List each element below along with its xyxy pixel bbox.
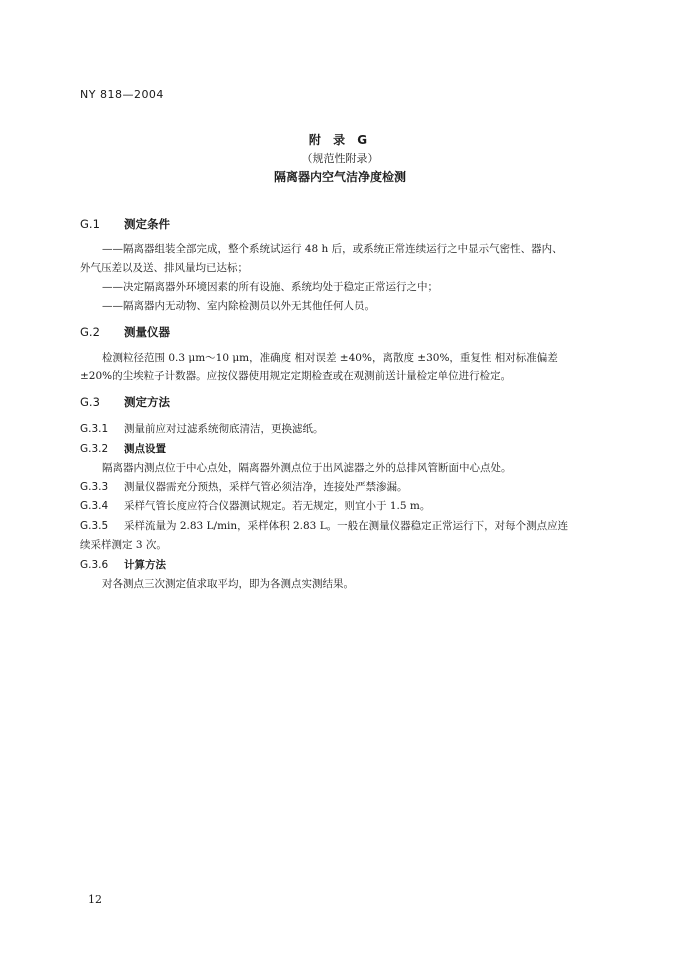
section-number: G.1 [80,217,100,231]
section-title: 测定条件 [124,217,170,231]
page-number: 12 [88,893,102,906]
clause-number: G.3.1 [80,423,109,435]
standard-code: NY 818—2004 [80,88,164,101]
section-title: 测定方法 [124,395,170,409]
clause-number: G.3.5 [80,520,109,532]
appendix-title: 附 录 G [308,133,372,147]
g35-text-continued: 续采样测定 3 次。 [80,539,167,551]
g1-line-3: ——决定隔离器外环境因素的所有设施、系统均处于稳定正常运行之中； [102,281,438,293]
section-title: 测量仪器 [124,325,170,339]
clause-g31 [80,421,324,436]
clause-number: G.3.2 [80,443,109,455]
clause-number: G.3.4 [80,500,109,512]
clause-g32-heading [80,441,166,456]
clause-title: 测点设置 [124,443,166,455]
g1-line-2: 外气压差以及送、排风量均已达标； [80,262,248,274]
section-g1-heading [80,216,170,232]
appendix-type: （规范性附录） [301,152,379,165]
g2-line-1: 检测粒径范围 0.3 μm～10 μm，准确度 相对误差 ±40%，离散度 ±30%，重复性 相对标准偏差 [102,352,558,364]
clause-g33 [80,479,408,494]
clause-number: G.3.3 [80,481,109,493]
section-number: G.3 [80,395,100,409]
clause-g35 [80,518,568,533]
g1-line-1: ——隔离器组装全部完成，整个系统试运行 48 h 后，或系统正常连续运行之中显示气密性、器内、 [102,243,563,255]
clause-text: 测量仪器需充分预热，采样气管必须洁净，连接处严禁渗漏。 [124,481,408,493]
clause-title: 计算方法 [124,559,166,571]
section-g3-heading [80,394,170,410]
clause-g34 [80,498,430,513]
clause-text: 测量前应对过滤系统彻底清洁，更换滤纸。 [124,423,324,435]
section-g2-heading [80,324,170,340]
g1-line-4: ——隔离器内无动物、室内除检测员以外无其他任何人员。 [102,300,375,312]
g36-text: 对各测点三次测定值求取平均，即为各测点实测结果。 [102,578,354,590]
section-number: G.2 [80,325,100,339]
clause-text: 采样气管长度应符合仪器测试规定。若无规定，则宜小于 1.5 m。 [124,500,431,512]
g2-line-2: ±20%的尘埃粒子计数器。应按仪器使用规定定期检查或在观测前送计量检定单位进行检定。 [80,370,512,382]
appendix-name: 隔离器内空气洁净度检测 [273,170,406,184]
g32-text: 隔离器内测点位于中心点处，隔离器外测点位于出风滤器之外的总排风管断面中心点处。 [102,462,512,474]
clause-text: 采样流量为 2.83 L/min，采样体积 2.83 L。一般在测量仪器稳定正常运行下，对每个测点应连 [124,520,569,532]
clause-g36-heading [80,557,166,572]
clause-number: G.3.6 [80,559,109,571]
